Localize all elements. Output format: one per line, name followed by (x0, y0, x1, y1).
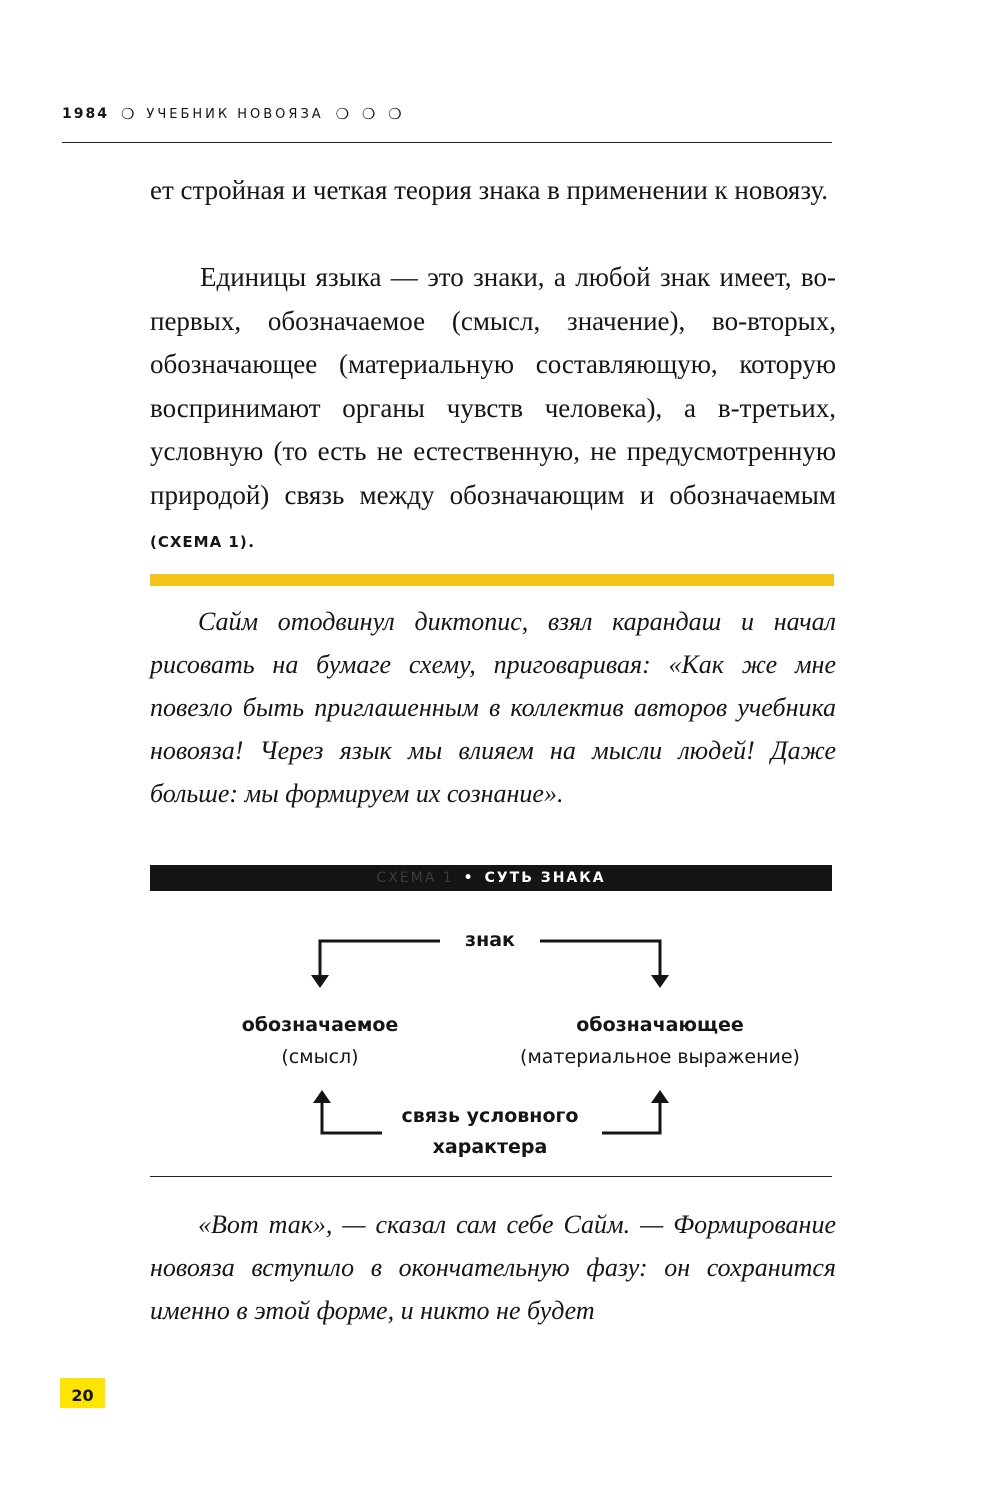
figure-number: СХЕМА 1 (376, 870, 454, 886)
diagram-arrows (150, 920, 832, 1170)
header-book-title: УЧЕБНИК НОВОЯЗА (146, 106, 324, 122)
figure-title-bar (150, 865, 832, 891)
figure-reference-tail: . (247, 523, 255, 553)
figure-bullet: • (463, 870, 475, 886)
diagram-sign-label: знак (465, 929, 515, 951)
yellow-divider (150, 574, 834, 586)
diagram-link-label-1: связь условного (401, 1105, 579, 1127)
paragraph-sign-theory (150, 256, 836, 565)
diagram-link-label-2: характера (432, 1136, 548, 1158)
diagram-signifier-sublabel: (материальное выражение) (520, 1046, 800, 1068)
arrow-link-to-signifier (602, 1100, 660, 1133)
figure-title: СУТЬ ЗНАКА (484, 870, 606, 886)
diagram-signified-sublabel: (смысл) (281, 1046, 359, 1068)
arrowhead-down-left (311, 975, 329, 988)
sign-diagram (150, 920, 832, 1170)
header-book-number: 1984 (62, 106, 109, 122)
paragraph-1: ет стройная и четкая теория знака в применении к новоязу. (150, 175, 828, 205)
narrative-italic-2 (150, 1203, 836, 1332)
header-separator-icon: ❍ (120, 105, 135, 123)
paragraph-continued (150, 169, 836, 213)
diagram-signified-label: обозначаемое (241, 1014, 399, 1036)
diagram-signifier-label: обозначающее (576, 1014, 744, 1036)
narrative-italic-1 (150, 600, 836, 815)
arrowhead-up-left (313, 1090, 331, 1103)
italic-paragraph-2: «Вот так», — сказал сам себе Сайм. — Формирование новояза вступило в окончательную фазу: он сохранится именно в этой форме, и никто не будет (150, 1210, 836, 1325)
running-header (62, 104, 406, 124)
arrow-sign-to-signified (320, 941, 440, 978)
arrowhead-up-right (651, 1090, 669, 1103)
italic-paragraph-1: Сайм отодвинул диктопис, взял карандаш и начал рисовать на бумаге схему, приговаривая: «Как же мне повезло быть приглашенным в коллектив авторов учебника новояза! Через язык мы влияем на мысли людей! Даже больше: мы формируем их сознание». (150, 607, 836, 808)
figure-bottom-rule (150, 1176, 832, 1177)
arrow-sign-to-signifier (540, 941, 660, 978)
paragraph-2 (150, 256, 836, 565)
header-ornament-icon: ❍ ❍ ❍ (335, 105, 406, 123)
page-number: 20 (60, 1378, 105, 1408)
arrowhead-down-right (651, 975, 669, 988)
paragraph-2-text: Единицы языка — это знаки, а любой знак имеет, во-первых, обозначаемое (смысл, значение), во-вторых, обозначающее (материальную составляющую, которую воспринимают органы чувств человека), а в-третьих, условную (то есть не естественную, не предусмотренную природой) связь между обозначающим и обозначаемым (150, 262, 836, 510)
figure-reference: (СХЕМА 1) (150, 533, 248, 551)
header-rule (62, 142, 832, 143)
arrow-link-to-signified (322, 1100, 382, 1133)
